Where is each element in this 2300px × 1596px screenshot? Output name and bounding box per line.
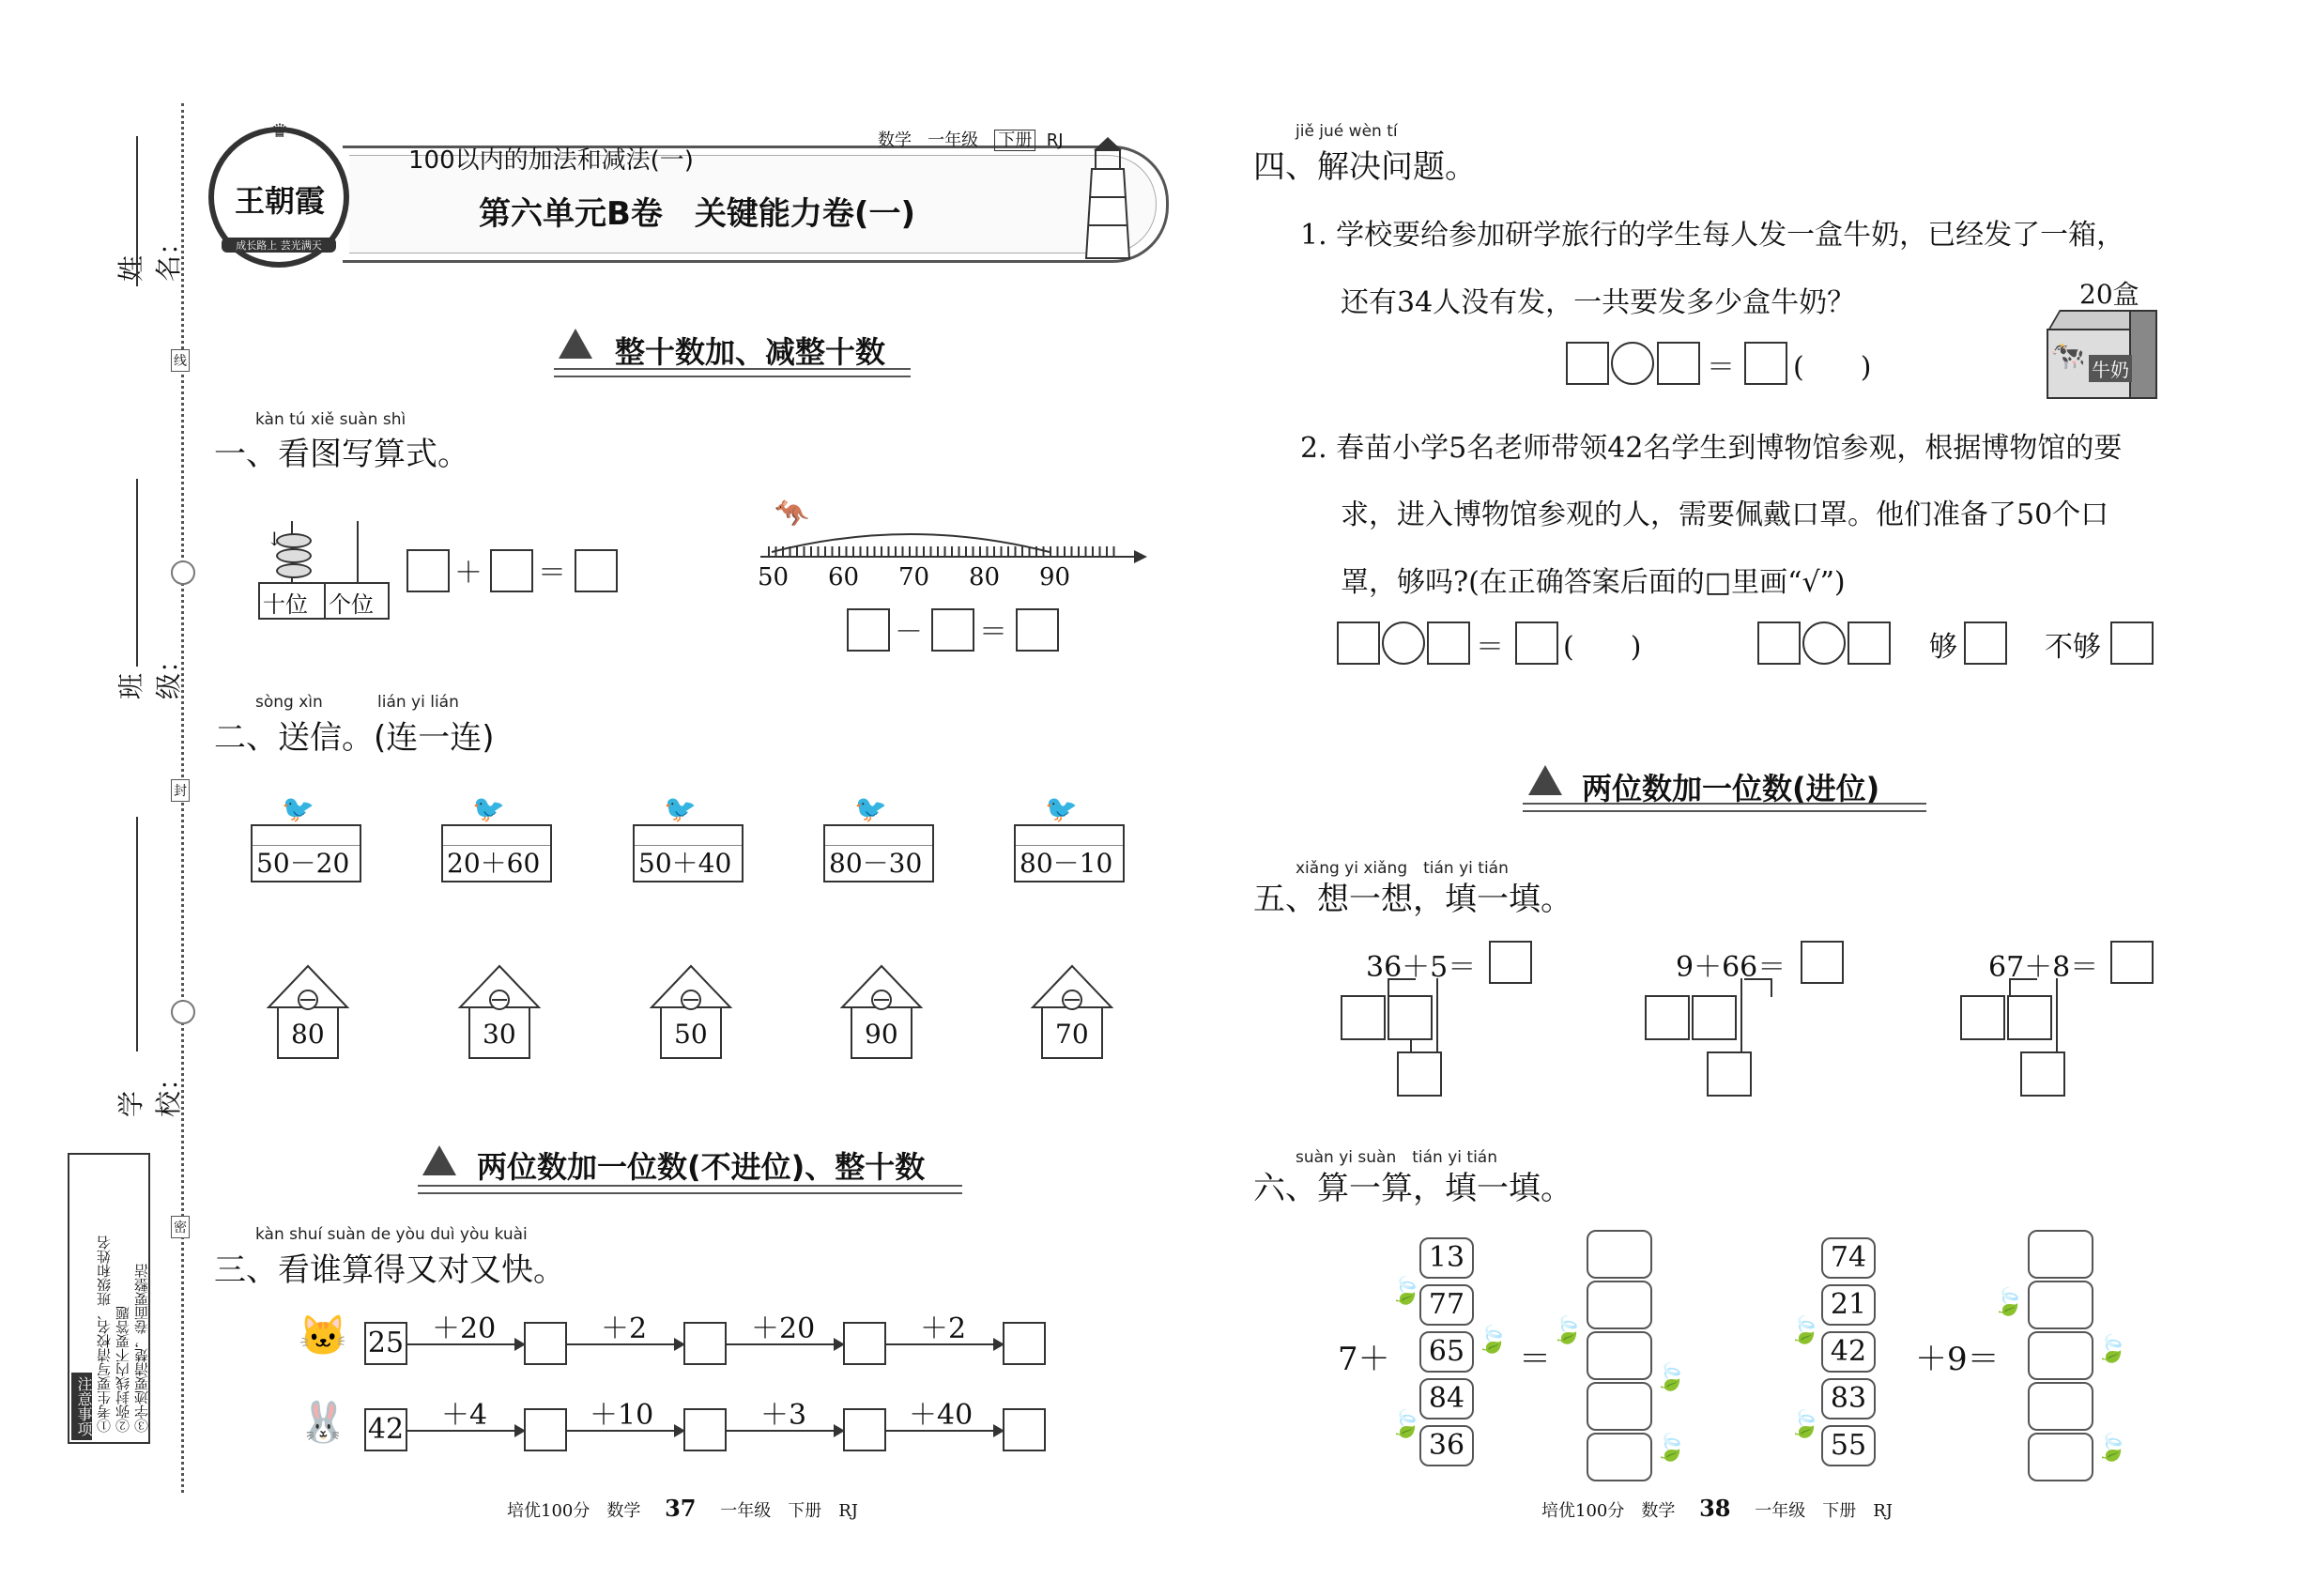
not-enough-label: 不够 bbox=[2045, 631, 2101, 664]
answer-box[interactable] bbox=[1515, 622, 1558, 665]
seal-circle-1 bbox=[171, 560, 195, 585]
letter-expr: 80－30 bbox=[829, 848, 923, 879]
bamboo-answer-box[interactable] bbox=[2028, 1433, 2093, 1481]
house-number: 50 bbox=[674, 1019, 708, 1050]
q5-title: 五、想一想，填一填。 bbox=[1253, 881, 1572, 918]
brand-logo bbox=[208, 119, 349, 268]
bamboo-number: 84 bbox=[1419, 1378, 1474, 1420]
meta-grade: 一年级 bbox=[928, 130, 979, 150]
footer-right-page: 38 bbox=[1699, 1495, 1731, 1522]
answer-box[interactable] bbox=[524, 1322, 567, 1365]
section-underline-3 bbox=[1523, 803, 1926, 812]
sailboat-icon bbox=[1528, 765, 1562, 795]
plus-sign: ＋ bbox=[454, 557, 483, 590]
notice-item-2: ②弥封线内不要答题 bbox=[115, 1306, 131, 1433]
answer-box[interactable] bbox=[843, 1408, 886, 1451]
letter-expr: 50－20 bbox=[256, 848, 350, 879]
notice-item-1: ①考生要写清校名、班级和姓名 bbox=[96, 1235, 113, 1433]
bamboo-number: 42 bbox=[1821, 1331, 1876, 1373]
abacus-bead bbox=[276, 563, 312, 578]
bamboo-leaf-icon: 🍃 bbox=[1788, 1408, 1821, 1439]
name-label bbox=[111, 225, 186, 282]
abacus-rod-ones bbox=[357, 521, 359, 582]
footer-right-text1: 培优100分 数学 bbox=[1541, 1501, 1676, 1521]
ruler-tick-label: 80 bbox=[969, 563, 1001, 591]
split-box[interactable] bbox=[2020, 1051, 2065, 1097]
bird-icon: 🐦 bbox=[282, 793, 314, 824]
answer-box[interactable] bbox=[1657, 342, 1700, 385]
cow-icon: 🐄 bbox=[2050, 340, 2086, 373]
ruler-tick-label: 70 bbox=[898, 563, 930, 591]
split-line bbox=[1740, 978, 1742, 1053]
name-label-text: 姓 名： bbox=[115, 228, 184, 282]
p1-line2: 还有34人没有发，一共要发多少盒牛奶？ bbox=[1341, 286, 1856, 319]
letter-expr: 80－10 bbox=[1020, 848, 1113, 879]
class-label bbox=[111, 643, 186, 699]
bamboo-number: 83 bbox=[1821, 1378, 1876, 1420]
abacus-bead bbox=[276, 548, 312, 563]
equals-sign: ＝ bbox=[1707, 351, 1735, 384]
topic-title: 100以内的加法和减法(一) bbox=[408, 146, 694, 175]
abacus-divider bbox=[324, 582, 326, 620]
envelope[interactable] bbox=[633, 824, 744, 882]
house-number: 80 bbox=[291, 1019, 325, 1050]
ruler-tick-label: 50 bbox=[758, 563, 790, 591]
answer-box[interactable] bbox=[843, 1322, 886, 1365]
section-title-1: 整十数加、减整十数 bbox=[615, 334, 886, 370]
footer-right bbox=[1541, 1495, 1893, 1522]
answer-box[interactable] bbox=[1566, 342, 1609, 385]
ruler-line bbox=[760, 556, 1136, 558]
answer-box[interactable] bbox=[683, 1408, 727, 1451]
split-expr: 67＋8＝ bbox=[1988, 951, 2099, 984]
answer-box[interactable] bbox=[1016, 608, 1059, 652]
seal-mark-feng: 封 bbox=[171, 779, 190, 802]
equals-sign: ＝ bbox=[1476, 631, 1504, 664]
split-expr: 9＋66＝ bbox=[1676, 951, 1786, 984]
answer-box[interactable] bbox=[1003, 1322, 1046, 1365]
header-meta bbox=[878, 127, 1064, 151]
bamboo-number: 55 bbox=[1821, 1425, 1876, 1466]
answer-box[interactable] bbox=[1744, 342, 1787, 385]
meta-volume: 下册 bbox=[994, 130, 1035, 151]
q5-pinyin: xiǎng yi xiǎng tián yi tián bbox=[1296, 859, 1509, 878]
answer-box[interactable] bbox=[683, 1322, 727, 1365]
bamboo-leaf-icon: 🍃 bbox=[2095, 1432, 2128, 1463]
bamboo-answer-box[interactable] bbox=[1587, 1331, 1652, 1380]
bamboo-leaf-icon: 🍃 bbox=[1389, 1275, 1422, 1306]
split-box[interactable] bbox=[2007, 995, 2052, 1040]
bamboo-answer-box[interactable] bbox=[2028, 1382, 2093, 1431]
bird-icon: 🐦 bbox=[472, 793, 505, 824]
split-line bbox=[1388, 978, 1416, 997]
minus-sign: － bbox=[895, 616, 923, 649]
q3-title: 三、看谁算得又对又快。 bbox=[214, 1251, 565, 1289]
section-underline-2 bbox=[418, 1185, 962, 1194]
bamboo-equals: ＝ bbox=[1519, 1341, 1551, 1378]
answer-box[interactable] bbox=[1489, 941, 1532, 984]
answer-box[interactable] bbox=[575, 549, 618, 592]
q2-pinyin-2: lián yi lián bbox=[377, 693, 459, 712]
house-number: 90 bbox=[865, 1019, 898, 1050]
place-tens-label: 十位 bbox=[263, 591, 308, 618]
answer-box[interactable] bbox=[524, 1408, 567, 1451]
chain-op: ＋40 bbox=[909, 1399, 974, 1432]
milk-box-side bbox=[2129, 310, 2157, 399]
split-line bbox=[1744, 978, 1772, 997]
seal-mark-mi: 密 bbox=[171, 1216, 190, 1238]
envelope[interactable] bbox=[1014, 824, 1125, 882]
bamboo-leaf-icon: 🍃 bbox=[1476, 1324, 1509, 1355]
bamboo-answer-box[interactable] bbox=[2028, 1281, 2093, 1329]
answer-box[interactable] bbox=[847, 608, 890, 652]
rabbit-icon: 🐰 bbox=[299, 1399, 348, 1445]
school-label bbox=[111, 1061, 186, 1117]
chain-op: ＋2 bbox=[920, 1312, 967, 1345]
sailboat-icon bbox=[422, 1145, 456, 1175]
q2-title: 二、送信。(连一连) bbox=[214, 719, 495, 757]
p2-line3: 罩，够吗?(在正确答案后面的□里画“√”) bbox=[1341, 566, 1846, 599]
enough-checkbox[interactable] bbox=[1964, 622, 2007, 665]
letter-expr: 50＋40 bbox=[638, 848, 732, 879]
notice-title-text: 注意事项 bbox=[75, 1376, 93, 1436]
school-label-text: 学 校： bbox=[115, 1064, 184, 1117]
bamboo-leaf-icon: 🍃 bbox=[1389, 1408, 1422, 1439]
ruler-arrow-icon bbox=[1134, 550, 1147, 563]
bamboo-leaf-icon: 🍃 bbox=[1992, 1286, 2025, 1317]
split-box[interactable] bbox=[1388, 995, 1433, 1040]
bamboo-answer-box[interactable] bbox=[2028, 1230, 2093, 1279]
operator-circle[interactable] bbox=[1611, 342, 1654, 385]
p2-line2: 求，进入博物馆参观的人，需要佩戴口罩。他们准备了50个口 bbox=[1341, 499, 2109, 531]
answer-box[interactable] bbox=[1427, 622, 1470, 665]
bamboo-leaf-icon: 🍃 bbox=[1654, 1361, 1687, 1392]
meta-edition: RJ bbox=[1046, 130, 1064, 150]
section-underline-1 bbox=[554, 368, 911, 377]
answer-box[interactable] bbox=[490, 549, 533, 592]
answer-box[interactable] bbox=[1801, 941, 1844, 984]
split-box[interactable] bbox=[1341, 995, 1386, 1040]
answer-box[interactable] bbox=[406, 549, 450, 592]
footer-left bbox=[507, 1495, 858, 1522]
bird-icon: 🐦 bbox=[1045, 793, 1078, 824]
q6-title: 六、算一算，填一填。 bbox=[1253, 1170, 1572, 1207]
chain-op: ＋10 bbox=[590, 1399, 654, 1432]
house-number: 70 bbox=[1055, 1019, 1089, 1050]
q3-pinyin: kàn shuí suàn de yòu duì yòu kuài bbox=[255, 1225, 528, 1244]
operator-circle[interactable] bbox=[1382, 622, 1425, 665]
bamboo-number: 36 bbox=[1419, 1425, 1474, 1466]
lighthouse-icon bbox=[1075, 131, 1141, 263]
footer-left-text1: 培优100分 数学 bbox=[507, 1501, 641, 1521]
brand-sub: 成长路上 芸光满天 bbox=[222, 238, 336, 253]
kangaroo-icon: 🦘 bbox=[774, 498, 810, 530]
cat-icon: 🐱 bbox=[299, 1312, 348, 1358]
split-box[interactable] bbox=[1397, 1051, 1442, 1097]
envelope[interactable] bbox=[441, 824, 552, 882]
place-ones-label: 个位 bbox=[329, 591, 374, 618]
notice-box bbox=[68, 1153, 150, 1444]
q2-pinyin-1: sòng xìn bbox=[255, 693, 323, 712]
footer-left-page: 37 bbox=[665, 1495, 697, 1522]
p1-line1: 1. 学校要给参加研学旅行的学生每人发一盒牛奶，已经发了一箱， bbox=[1300, 219, 2125, 252]
unit-paren[interactable]: ( ) bbox=[1563, 631, 1642, 664]
jump-arc-icon bbox=[770, 526, 1051, 554]
letter-expr: 20＋60 bbox=[447, 848, 541, 879]
chain-op: ＋20 bbox=[751, 1312, 816, 1345]
p2-line1: 2. 春苗小学5名老师带领42名学生到博物馆参观，根据博物馆的要 bbox=[1300, 432, 2123, 465]
bamboo-leaf-icon: 🍃 bbox=[1654, 1432, 1687, 1463]
section-title-2: 两位数加一位数(不进位)、整十数 bbox=[477, 1149, 926, 1185]
envelope[interactable] bbox=[251, 824, 361, 882]
equals-sign: ＝ bbox=[538, 557, 566, 590]
arrow-down-icon: ↓ bbox=[267, 528, 283, 550]
answer-box[interactable] bbox=[2110, 941, 2154, 984]
envelope[interactable] bbox=[823, 824, 934, 882]
answer-box[interactable] bbox=[1003, 1408, 1046, 1451]
footer-left-text2: 一年级 下册 RJ bbox=[720, 1501, 859, 1521]
bamboo-right-op: ＋9＝ bbox=[1915, 1341, 2000, 1378]
sailboat-icon bbox=[559, 329, 592, 359]
footer-right-text2: 一年级 下册 RJ bbox=[1755, 1501, 1894, 1521]
bamboo-number: 77 bbox=[1419, 1284, 1474, 1326]
bamboo-answer-box[interactable] bbox=[1587, 1281, 1652, 1329]
q4-title: 四、解决问题。 bbox=[1253, 148, 1477, 186]
bamboo-leaf-icon: 🍃 bbox=[1788, 1314, 1821, 1345]
bamboo-answer-box[interactable] bbox=[1587, 1382, 1652, 1431]
bamboo-number: 74 bbox=[1821, 1237, 1876, 1279]
brand-name: 王朝霞 bbox=[234, 183, 325, 219]
school-field[interactable] bbox=[136, 817, 138, 1051]
q4-pinyin: jiě jué wèn tí bbox=[1296, 122, 1398, 141]
house-number: 30 bbox=[483, 1019, 516, 1050]
bamboo-leaf-icon: 🍃 bbox=[2095, 1333, 2128, 1364]
start-number: 25 bbox=[364, 1322, 407, 1365]
name-field[interactable] bbox=[136, 136, 138, 286]
ruler-tick-label: 90 bbox=[1039, 563, 1071, 591]
operator-circle[interactable] bbox=[1802, 622, 1846, 665]
not-enough-checkbox[interactable] bbox=[2110, 622, 2154, 665]
chain-op: ＋2 bbox=[601, 1312, 648, 1345]
bamboo-leaf-icon: 🍃 bbox=[1551, 1314, 1584, 1345]
bamboo-number: 13 bbox=[1419, 1237, 1474, 1279]
split-box[interactable] bbox=[1645, 995, 1690, 1040]
answer-box[interactable] bbox=[1848, 622, 1891, 665]
split-line bbox=[2009, 978, 2037, 997]
seal-circle-2 bbox=[171, 1000, 195, 1024]
chain-op: ＋4 bbox=[441, 1399, 488, 1432]
bamboo-answer-box[interactable] bbox=[1587, 1433, 1652, 1481]
q1-title: 一、看图写算式。 bbox=[214, 436, 469, 473]
answer-box[interactable] bbox=[1757, 622, 1801, 665]
seal-mark-line: 线 bbox=[171, 349, 190, 372]
split-box[interactable] bbox=[1692, 995, 1737, 1040]
notice-item-3: ③字迹要清楚，卷面要整洁 bbox=[133, 1264, 150, 1433]
milk-label: 牛奶 bbox=[2089, 355, 2132, 382]
bamboo-answer-box[interactable] bbox=[1587, 1230, 1652, 1279]
chain-op: ＋3 bbox=[760, 1399, 807, 1432]
enough-label: 够 bbox=[1929, 631, 1957, 664]
milk-box-label: 20盒 bbox=[2079, 279, 2139, 310]
bird-icon: 🐦 bbox=[854, 793, 887, 824]
answer-box[interactable] bbox=[1337, 622, 1380, 665]
bamboo-left-op: 7＋ bbox=[1338, 1341, 1390, 1378]
crown-icon: ♛ bbox=[271, 119, 288, 142]
equals-sign: ＝ bbox=[979, 616, 1007, 649]
start-number: 42 bbox=[364, 1408, 407, 1451]
ruler-tick-label: 60 bbox=[828, 563, 860, 591]
bamboo-number: 21 bbox=[1821, 1284, 1876, 1326]
bamboo-answer-box[interactable] bbox=[2028, 1331, 2093, 1380]
page-title: 第六单元B卷 关键能力卷(一) bbox=[479, 195, 915, 233]
split-line bbox=[2056, 978, 2058, 1053]
unit-paren[interactable]: ( ) bbox=[1793, 351, 1872, 384]
class-label-text: 班 级： bbox=[115, 646, 184, 699]
split-expr: 36＋5＝ bbox=[1366, 951, 1477, 984]
answer-box[interactable] bbox=[931, 608, 974, 652]
q6-pinyin: suàn yi suàn tián yi tián bbox=[1296, 1148, 1497, 1167]
bamboo-number: 65 bbox=[1419, 1331, 1474, 1373]
meta-subject: 数学 bbox=[878, 130, 912, 150]
bird-icon: 🐦 bbox=[664, 793, 697, 824]
chain-op: ＋20 bbox=[432, 1312, 497, 1345]
split-box[interactable] bbox=[1960, 995, 2005, 1040]
notice-title bbox=[71, 1373, 92, 1440]
q1-pinyin: kàn tú xiě suàn shì bbox=[255, 410, 406, 429]
section-title-3: 两位数加一位数(进位) bbox=[1582, 771, 1880, 806]
split-box[interactable] bbox=[1707, 1051, 1752, 1097]
class-field[interactable] bbox=[136, 479, 138, 667]
